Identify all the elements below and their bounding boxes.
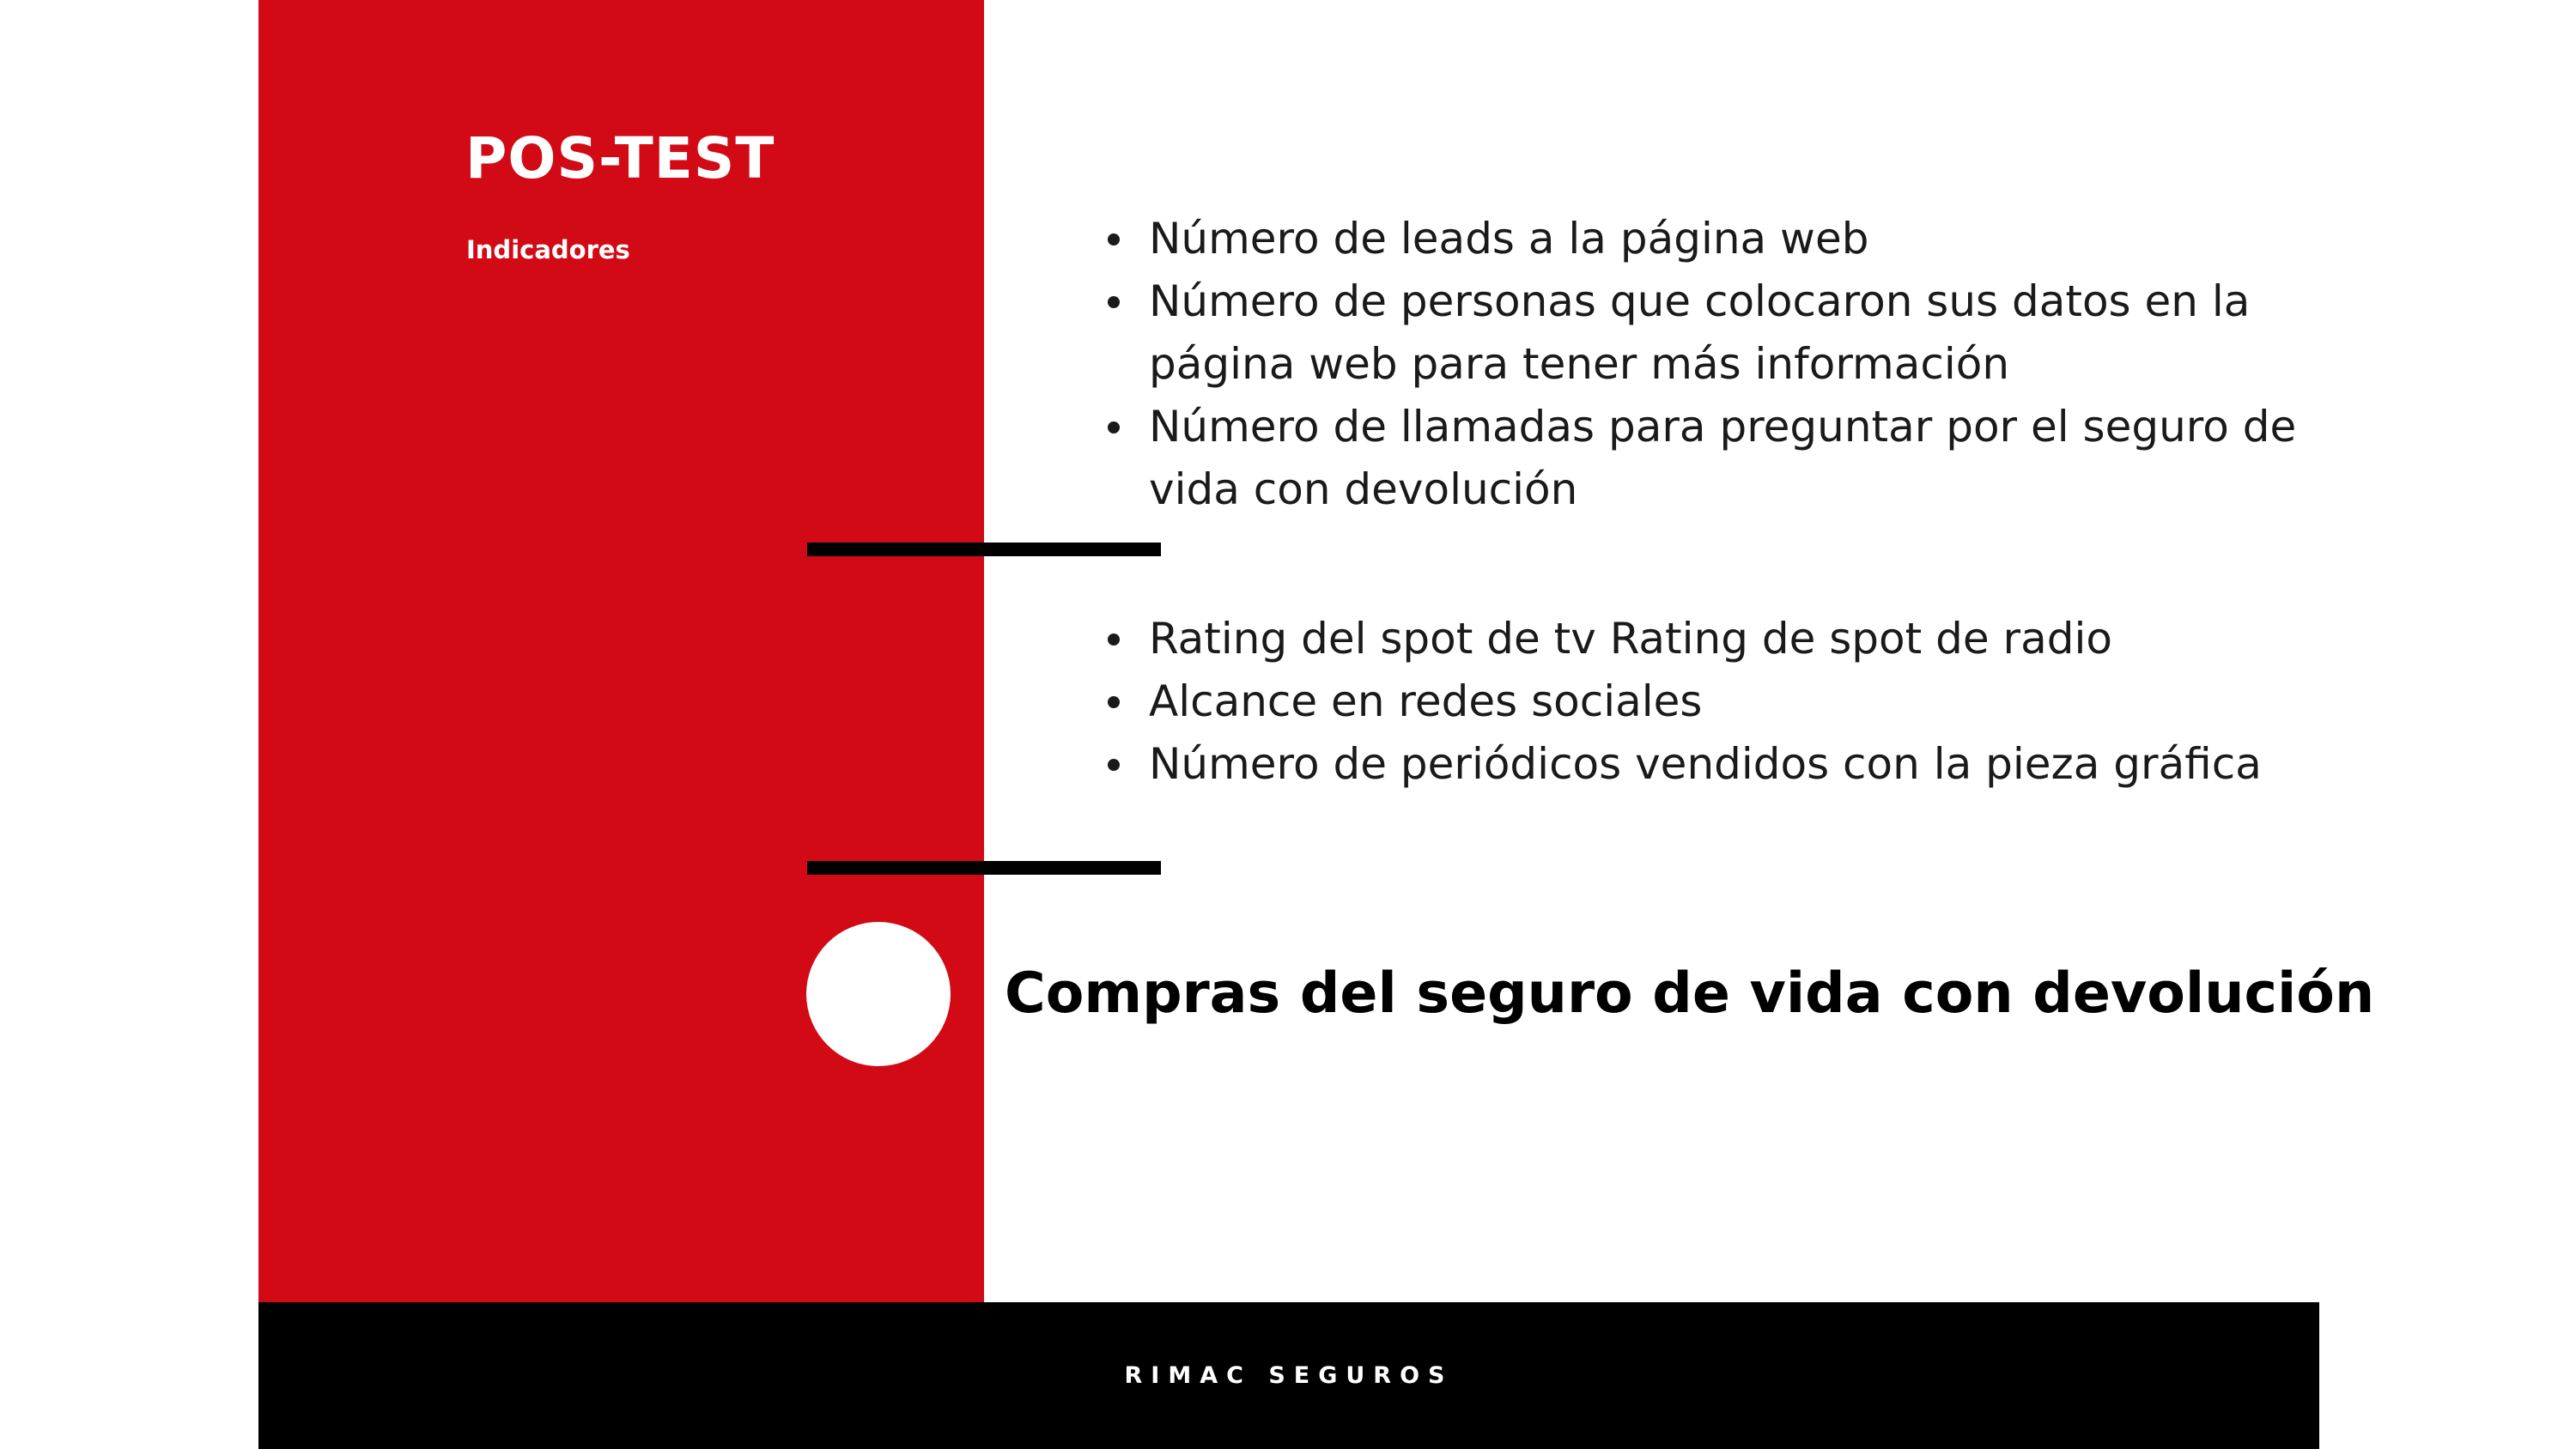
indicator-item (1108, 270, 2327, 396)
indicator-item (1108, 670, 2327, 733)
indicator-item (1108, 733, 2327, 796)
key-result-heading: Compras del seguro de vida con devolución (1005, 961, 2375, 1026)
slide-subtitle: Indicadores (466, 235, 630, 264)
bullet-icon (1108, 233, 1120, 246)
bullet-icon (1108, 296, 1120, 308)
indicator-text: Número de leads a la página web (1149, 214, 1869, 264)
slide-title: POS-TEST (465, 125, 775, 191)
footer-bar (258, 1302, 2319, 1449)
bullet-icon (1108, 696, 1120, 708)
indicator-list-media (1108, 608, 2327, 796)
indicator-text: Número de llamadas para preguntar por el seguro de vida con devolución (1149, 402, 2297, 514)
indicator-item (1108, 608, 2327, 670)
indicator-text: Número de personas que colocaron sus datos en la página web para tener más información (1149, 276, 2251, 389)
indicator-list-web (1108, 208, 2327, 521)
indicator-text: Número de periódicos vendidos con la pieza gráfica (1149, 739, 2262, 789)
red-side-panel (258, 0, 984, 1302)
section-divider (807, 543, 1161, 556)
section-divider (807, 861, 1161, 875)
bullet-icon (1108, 759, 1120, 771)
circle-marker (806, 922, 951, 1066)
bullet-icon (1108, 421, 1120, 433)
indicator-item (1108, 396, 2327, 521)
indicator-text: Alcance en redes sociales (1149, 676, 1703, 726)
indicator-text: Rating del spot de tv Rating de spot de radio (1149, 614, 2112, 664)
bullet-icon (1108, 634, 1120, 646)
indicator-item (1108, 208, 2327, 270)
footer-brand: RIMAC SEGUROS (1124, 1362, 1454, 1389)
